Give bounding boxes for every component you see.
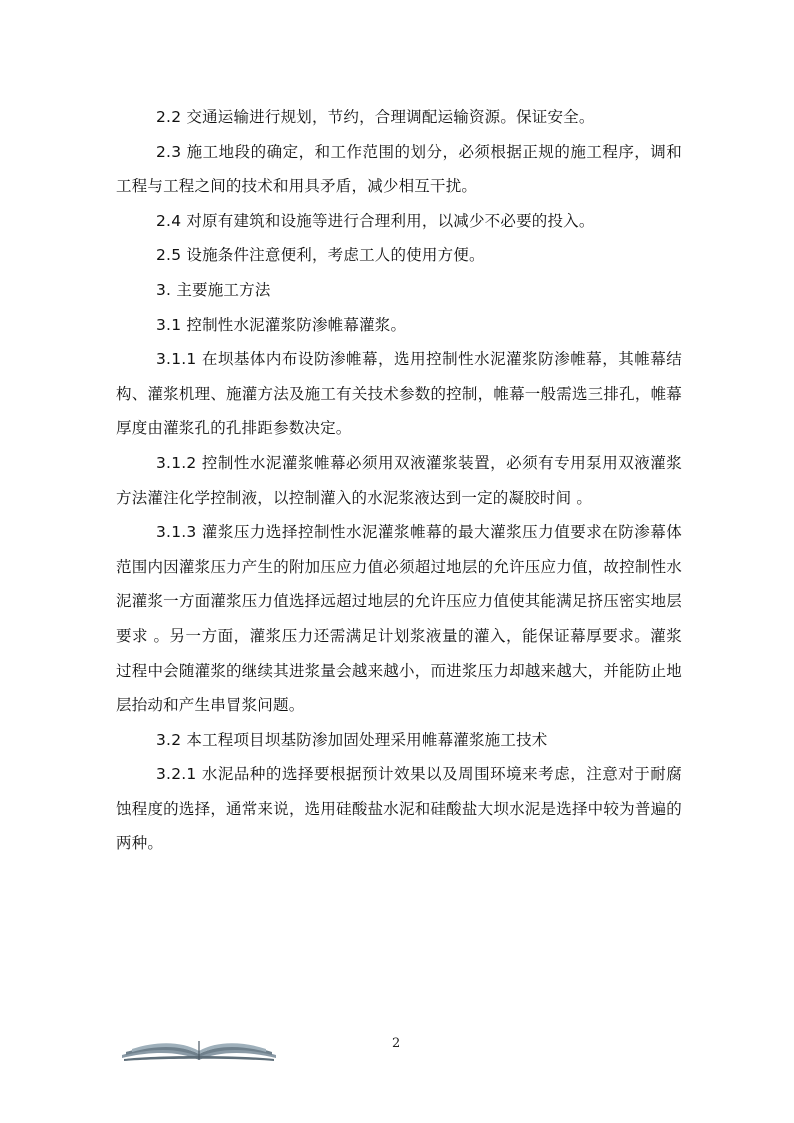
paragraph-3-2-1: 3.2.1 水泥品种的选择要根据预计效果以及周围环境来考虑，注意对于耐腐蚀程度的选择，通常来说，选用硅酸盐水泥和硅酸盐大坝水泥是选择中较为普遍的两种。 [116, 765, 682, 853]
paragraph-2-3: 2.3 施工地段的确定，和工作范围的划分，必须根据正规的施工程序，调和工程与工程之间的技术和用具矛盾，减少相互干扰。 [116, 142, 682, 196]
body-text [116, 100, 682, 861]
paragraph-3-1-1: 3.1.1 在坝基体内布设防渗帷幕，选用控制性水泥灌浆防渗帷幕，其帷幕结构、灌浆机理、施灌方法及施工有关技术参数的控制，帷幕一般需选三排孔，帷幕厚度由灌浆孔的孔排距参数决定。 [116, 350, 682, 438]
paragraph-3-1-3: 3.1.3 灌浆压力选择控制性水泥灌浆帷幕的最大灌浆压力值要求在防渗幕体范围内因灌浆压力产生的附加压应力值必须超过地层的允许压应力值，故控制性水泥灌浆一方面灌浆压力值选择远超过地层的允许压应力值使其能满足挤压密实地层要求 。另一方面，灌浆压力还需满足计划浆液量的灌入，能保证幕厚要求。灌浆过程中会随灌浆的继续其进浆量会越来越小，而进浆压力却越来越大，并能防止地层抬动和产生串冒浆问题。 [116, 523, 682, 715]
open-book-icon [120, 1033, 278, 1063]
paragraph-3-1: 3.1 控制性水泥灌浆防渗帷幕灌浆。 [156, 315, 407, 334]
paragraph-2-4: 2.4 对原有建筑和设施等进行合理利用，以减少不必要的投入。 [156, 211, 595, 230]
paragraph-2-5: 2.5 设施条件注意便利，考虑工人的使用方便。 [156, 246, 485, 265]
paragraph-3-2: 3.2 本工程项目坝基防渗加固处理采用帷幕灌浆施工技术 [156, 730, 548, 749]
paragraph-2-2: 2.2 交通运输进行规划，节约，合理调配运输资源。保证安全。 [156, 108, 595, 126]
page-number: 2 [392, 1036, 401, 1051]
section-heading-3: 3. 主要施工方法 [156, 280, 271, 299]
paragraph-3-1-2: 3.1.2 控制性水泥灌浆帷幕必须用双液灌浆装置，必须有专用泵用双液灌浆方法灌注化学控制液，以控制灌入的水泥浆液达到一定的凝胶时间 。 [116, 453, 682, 507]
